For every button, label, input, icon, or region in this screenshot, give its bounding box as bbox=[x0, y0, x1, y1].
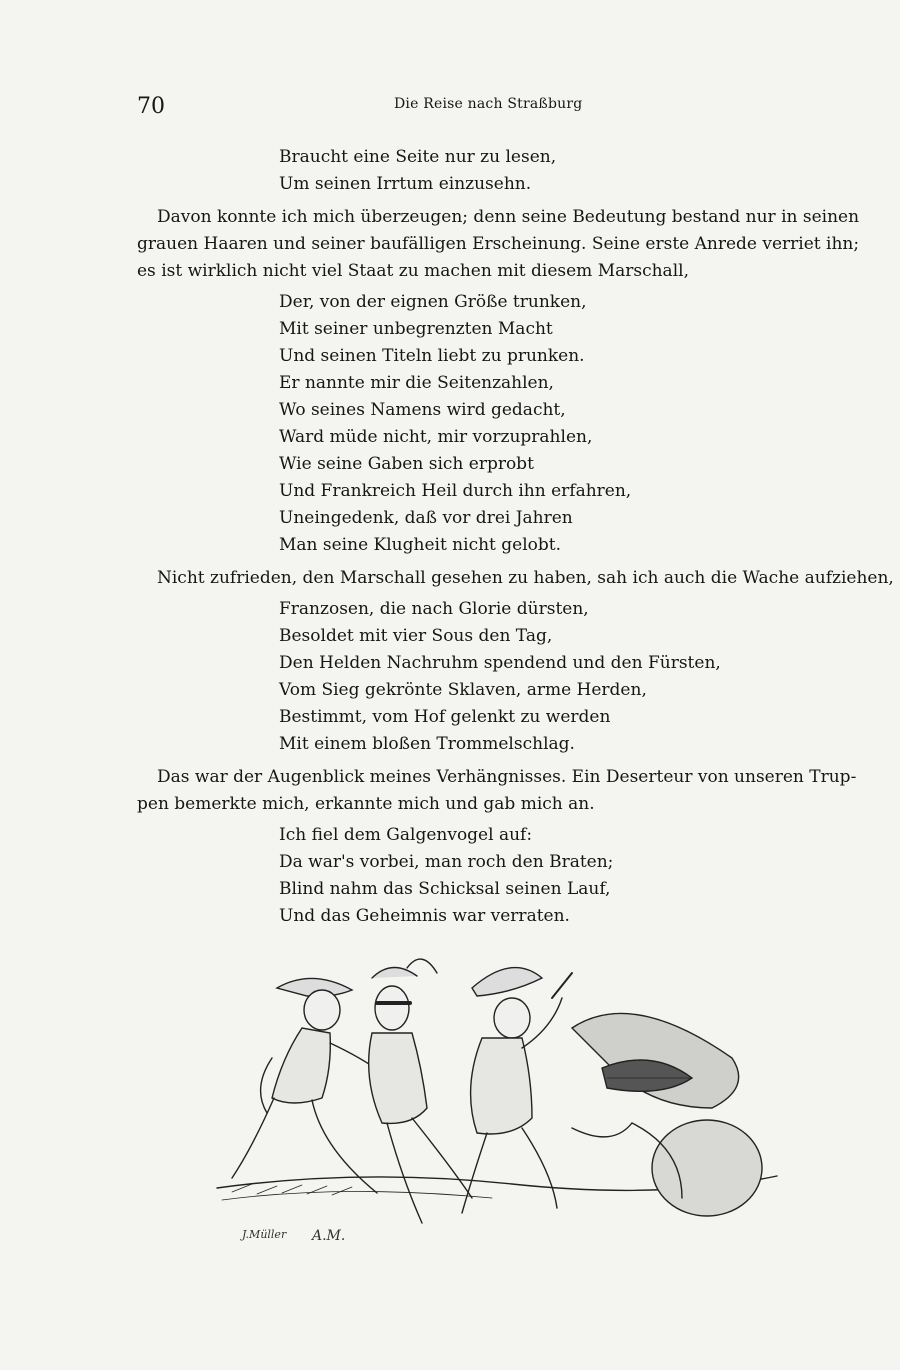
prose-paragraph bbox=[137, 204, 860, 285]
prose-line: Nicht zufrieden, den Marschall gesehen zu haben, sah ich auch die Wache aufziehen, bbox=[157, 568, 894, 588]
verse-line: Vom Sieg gekrönte Sklaven, arme Herden, bbox=[279, 680, 647, 700]
verse-line: Uneingedenk, daß vor drei Jahren bbox=[279, 508, 573, 528]
verse-line: Da war's vorbei, man roch den Braten; bbox=[279, 852, 614, 872]
boot-and-crown bbox=[572, 1013, 762, 1216]
verse-line: Den Helden Nachruhm spendend und den Fürsten, bbox=[279, 653, 721, 673]
verse-line: Mit einem bloßen Trommelschlag. bbox=[279, 734, 575, 754]
page-number: 70 bbox=[137, 94, 165, 119]
verse-line: Wo seines Namens wird gedacht, bbox=[279, 400, 566, 420]
illustration bbox=[212, 948, 782, 1248]
verse-stanza bbox=[137, 289, 823, 559]
verse-line: Man seine Klugheit nicht gelobt. bbox=[279, 535, 562, 555]
soldier-figure-right bbox=[462, 968, 572, 1213]
verse-stanza bbox=[137, 822, 823, 930]
prose-line: pen bemerkte mich, erkannte mich und gab mich an. bbox=[137, 794, 595, 814]
verse-line: Er nannte mir die Seitenzahlen, bbox=[279, 373, 554, 393]
verse-line: Ich fiel dem Galgenvogel auf: bbox=[279, 825, 533, 845]
verse-line: Braucht eine Seite nur zu lesen, bbox=[279, 147, 557, 167]
prose-line: grauen Haaren und seiner baufälligen Erscheinung. Seine erste Anrede verriet ihn; bbox=[137, 234, 860, 254]
signature-right: A.M. bbox=[312, 1228, 346, 1244]
verse-stanza bbox=[137, 596, 823, 758]
verse-line: Besoldet mit vier Sous den Tag, bbox=[279, 626, 553, 646]
verse-line: Wie seine Gaben sich erprobt bbox=[279, 454, 534, 474]
verse-line: Und das Geheimnis war verraten. bbox=[279, 906, 570, 926]
verse-line: Und seinen Titeln liebt zu prunken. bbox=[279, 346, 585, 366]
soldier-figure-left bbox=[232, 978, 382, 1193]
verse-stanza bbox=[137, 144, 823, 198]
page-body bbox=[137, 140, 894, 936]
verse-line: Mit seiner unbegrenzten Macht bbox=[279, 319, 553, 339]
verse-line: Franzosen, die nach Glorie dürsten, bbox=[279, 599, 589, 619]
verse-line: Und Frankreich Heil durch ihn erfahren, bbox=[279, 481, 632, 501]
running-title: Die Reise nach Straßburg bbox=[394, 96, 583, 112]
prose-line: Davon konnte ich mich überzeugen; denn seine Bedeutung bestand nur in seinen bbox=[157, 207, 860, 227]
verse-line: Bestimmt, vom Hof gelenkt zu werden bbox=[279, 707, 611, 727]
prose-paragraph bbox=[137, 565, 894, 592]
blindfolded-figure bbox=[369, 959, 472, 1223]
verse-line: Ward müde nicht, mir vorzuprahlen, bbox=[279, 427, 593, 447]
verse-line: Blind nahm das Schicksal seinen Lauf, bbox=[279, 879, 611, 899]
verse-line: Der, von der eignen Größe trunken, bbox=[279, 292, 587, 312]
prose-paragraph bbox=[137, 764, 857, 818]
verse-line: Um seinen Irrtum einzusehn. bbox=[279, 174, 532, 194]
signature-left: J.Müller bbox=[242, 1228, 287, 1241]
prose-line: es ist wirklich nicht viel Staat zu machen mit diesem Marschall, bbox=[137, 261, 689, 281]
prose-line: Das war der Augenblick meines Verhängnisses. Ein Deserteur von unseren Trup- bbox=[157, 767, 857, 787]
